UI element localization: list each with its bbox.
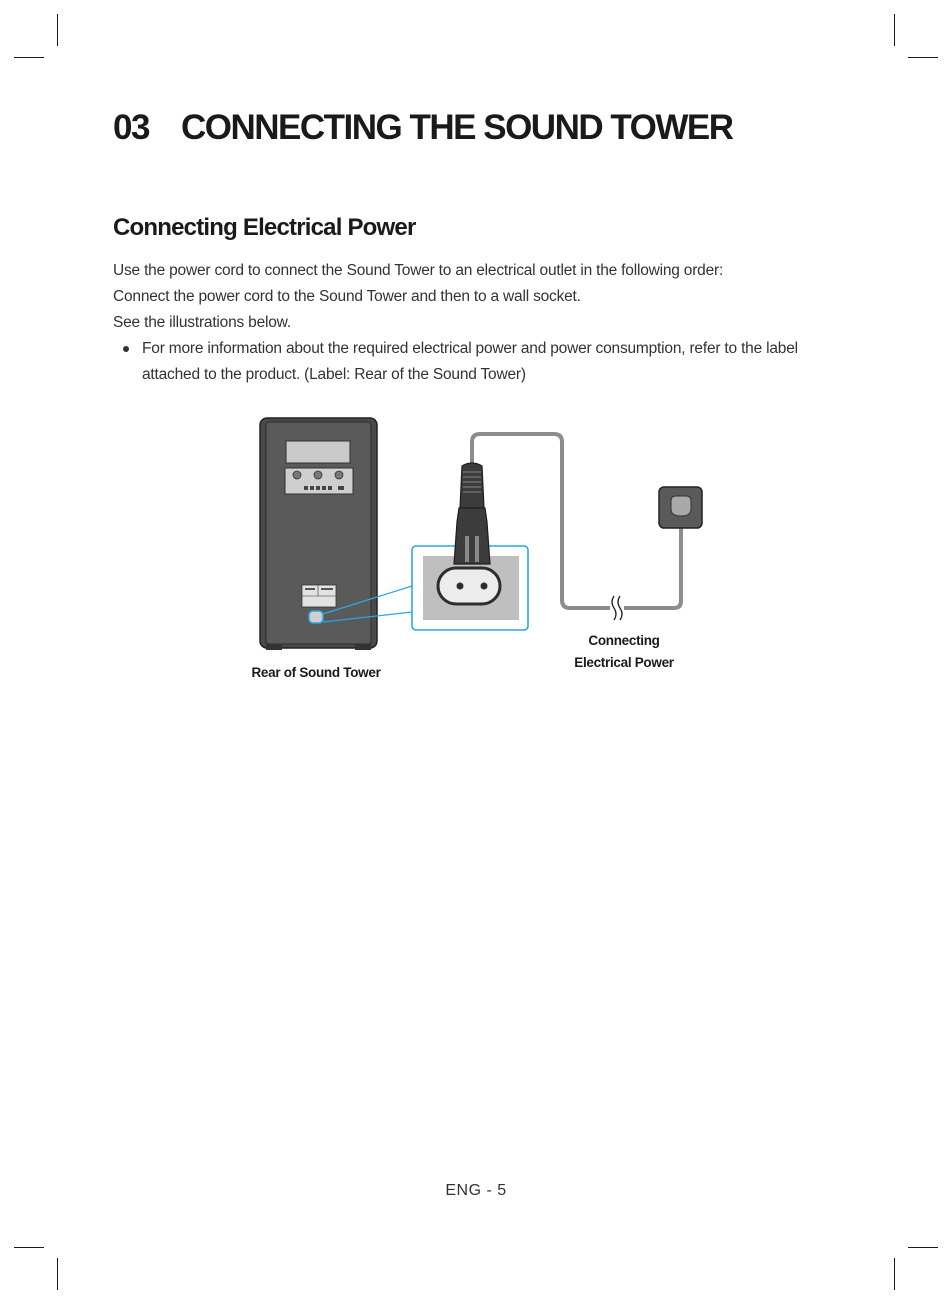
power-socket-icon <box>438 568 500 604</box>
crop-mark <box>894 1258 895 1290</box>
power-plug-icon <box>454 463 490 564</box>
page-number: ENG - 5 <box>445 1182 507 1199</box>
body-text <box>113 258 833 388</box>
caption-right-line2: Electrical Power <box>574 655 674 670</box>
chapter-number: 03 <box>113 108 149 147</box>
section-title: Connecting Electrical Power <box>113 214 416 241</box>
caption-right-line1: Connecting <box>588 633 660 648</box>
caption-connecting-power <box>554 630 694 674</box>
crop-mark <box>57 14 58 46</box>
chapter-title: CONNECTING THE SOUND TOWER <box>181 108 733 147</box>
caption-left-text: Rear of Sound Tower <box>251 665 381 680</box>
body-line: See the illustrations below. <box>113 314 291 331</box>
crop-mark <box>57 1258 58 1290</box>
bullet-icon <box>123 346 129 352</box>
crop-mark <box>908 1247 938 1248</box>
bullet-item <box>113 336 833 388</box>
crop-mark <box>14 1247 44 1248</box>
sound-tower-rear <box>260 418 377 650</box>
crop-mark <box>14 57 44 58</box>
wall-outlet-icon <box>659 487 702 528</box>
crop-mark <box>894 14 895 46</box>
chapter-heading <box>113 108 732 148</box>
caption-rear-of-sound-tower <box>240 662 392 684</box>
connection-illustration <box>240 410 720 700</box>
crop-mark <box>908 57 938 58</box>
body-line: Connect the power cord to the Sound Tower and then to a wall socket. <box>113 288 581 305</box>
bullet-text: For more information about the required electrical power and power consumption, refer to the label attached to the product. (Label: Rear of the Sound Tower) <box>142 340 798 383</box>
body-line: Use the power cord to connect the Sound Tower to an electrical outlet in the following order: <box>113 262 724 279</box>
